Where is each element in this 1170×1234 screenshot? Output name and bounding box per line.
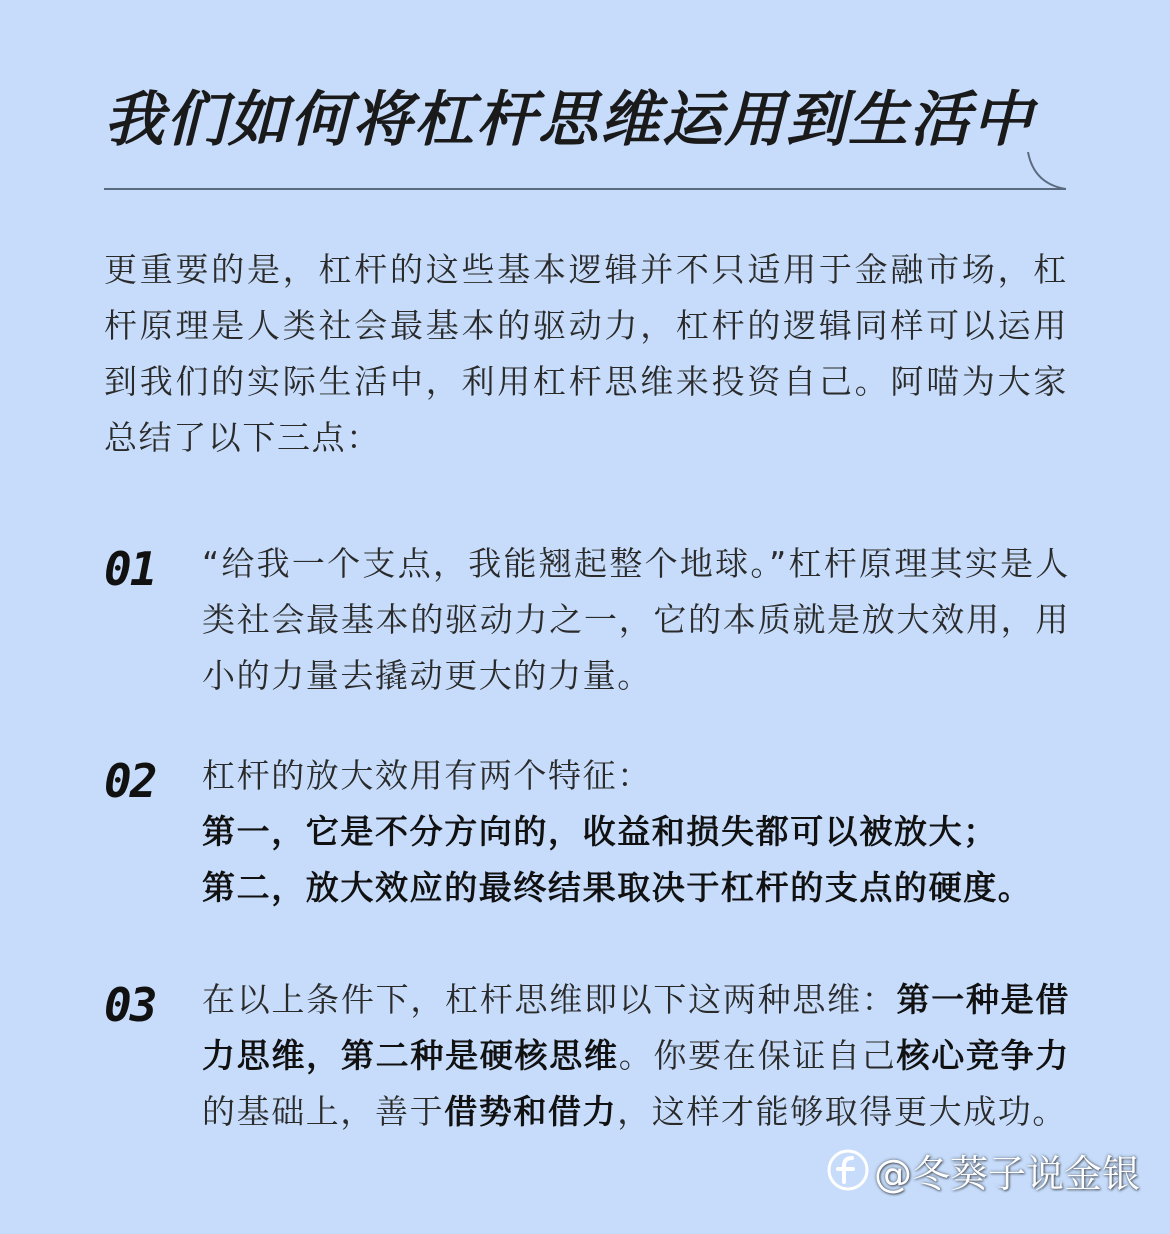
bold-segment: 核心竞争力 [896,1036,1070,1075]
text-segment: 在以上条件下，杠杆思维即以下这两种思维： [202,980,897,1019]
page-title: 我们如何将杠杆思维运用到生活中 [104,85,1034,155]
toutiao-logo-icon [826,1148,870,1192]
point-text [202,972,1070,1140]
point-02 [104,748,1070,916]
point-number: 02 [104,754,156,808]
bold-segment: 第一种是借力思维，第二种是硬核思维 [202,980,1070,1075]
watermark-text: @冬葵子说金银 [874,1151,1141,1196]
intro-paragraph: 更重要的是，杠杆的这些基本逻辑并不只适用于金融市场，杠杆原理是人类社会最基本的驱动力，杠杆的逻辑同样可以运用到我们的实际生活中，利用杠杆思维来投资自己。阿喵为大家总结了以下三点： [104,250,1068,457]
divider-curve-ornament [1020,150,1068,192]
point-feature-2: 第二，放大效应的最终结果取决于杠杆的支点的硬度。 [202,868,1033,907]
watermark [826,1140,1140,1200]
text-segment: ，这样才能够取得更大成功。 [617,1092,1068,1131]
point-body [202,748,1070,916]
point-number: 01 [104,542,156,596]
point-text: “给我一个支点，我能翘起整个地球。”杠杆原理其实是人类社会最基本的驱动力之一，它的本质就是放大效用，用小的力量去撬动更大的力量。 [202,544,1070,695]
point-01 [104,536,1070,704]
bold-segment: 借势和借力 [444,1092,618,1131]
point-number: 03 [104,978,156,1032]
point-intro: 杠杆的放大效用有两个特征： [202,756,652,795]
text-segment: 。你要在保证自己 [618,1036,897,1075]
point-03 [104,972,1070,1140]
title-divider [104,188,1066,190]
point-feature-1: 第一，它是不分方向的，收益和损失都可以被放大； [202,812,998,851]
text-segment: 的基础上，善于 [202,1092,445,1131]
